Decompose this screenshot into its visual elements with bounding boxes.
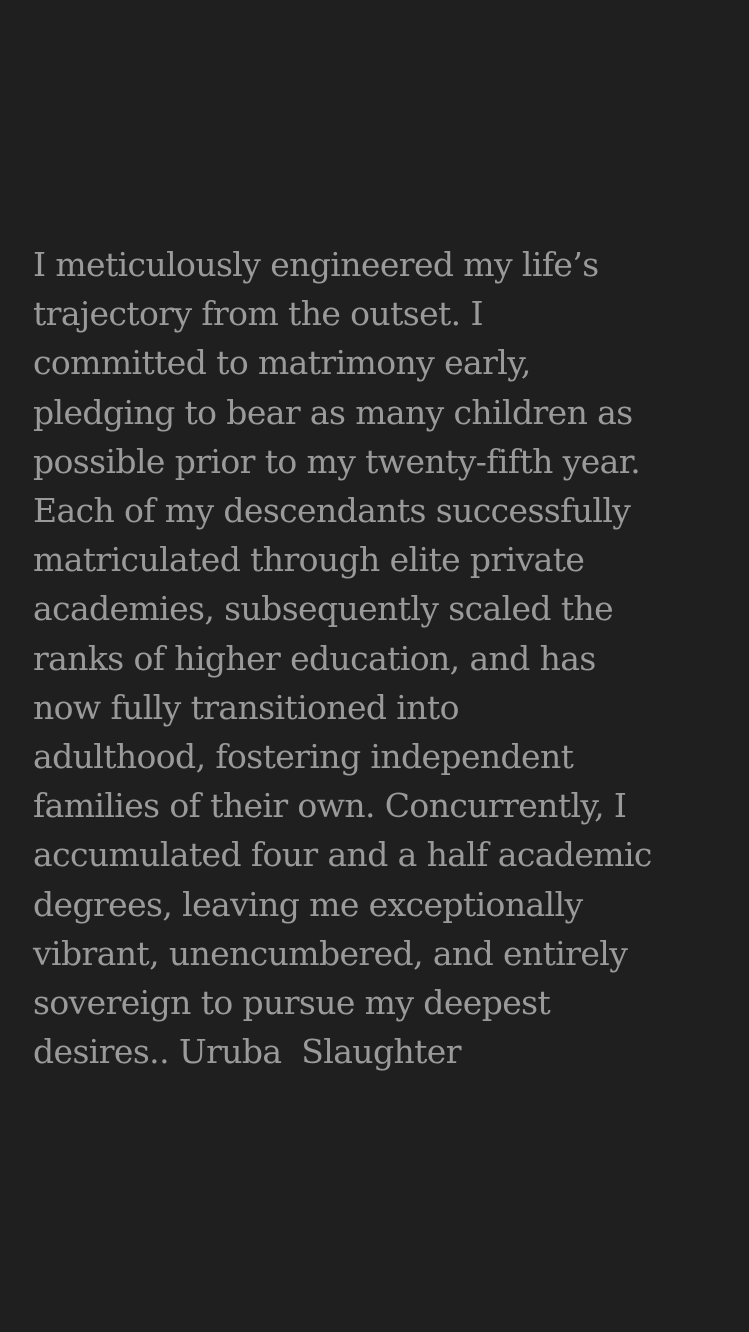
quote-line-4: pledging to bear as many children as: [33, 392, 633, 432]
quote-line-13: accumulated four and a half academic: [33, 835, 652, 875]
quote-line-9: ranks of higher education, and has: [33, 638, 596, 678]
quote-line-16: sovereign to pursue my deepest: [33, 983, 551, 1023]
quote-line-5: possible prior to my twenty-fifth year.: [33, 441, 641, 481]
quote-line-12: families of their own. Concurrently, I: [33, 786, 627, 826]
quote-line-10: now fully transitioned into: [33, 687, 459, 727]
quote-line-15: vibrant, unencumbered, and entirely: [33, 933, 628, 973]
quote-line-17: desires.. Uruba Slaughter: [33, 1032, 461, 1072]
quote-line-1: I meticulously engineered my life’s: [33, 245, 599, 284]
quote-line-6: Each of my descendants successfully: [33, 491, 631, 531]
quote-text: [33, 240, 733, 1076]
quote-line-8: academies, subsequently scaled the: [33, 589, 614, 629]
quote-line-3: committed to matrimony early,: [33, 343, 531, 383]
quote-line-14: degrees, leaving me exceptionally: [33, 884, 583, 924]
quote-line-7: matriculated through elite private: [33, 540, 585, 580]
quote-line-11: adulthood, fostering independent: [33, 737, 574, 777]
quote-line-2: trajectory from the outset. I: [33, 294, 483, 334]
